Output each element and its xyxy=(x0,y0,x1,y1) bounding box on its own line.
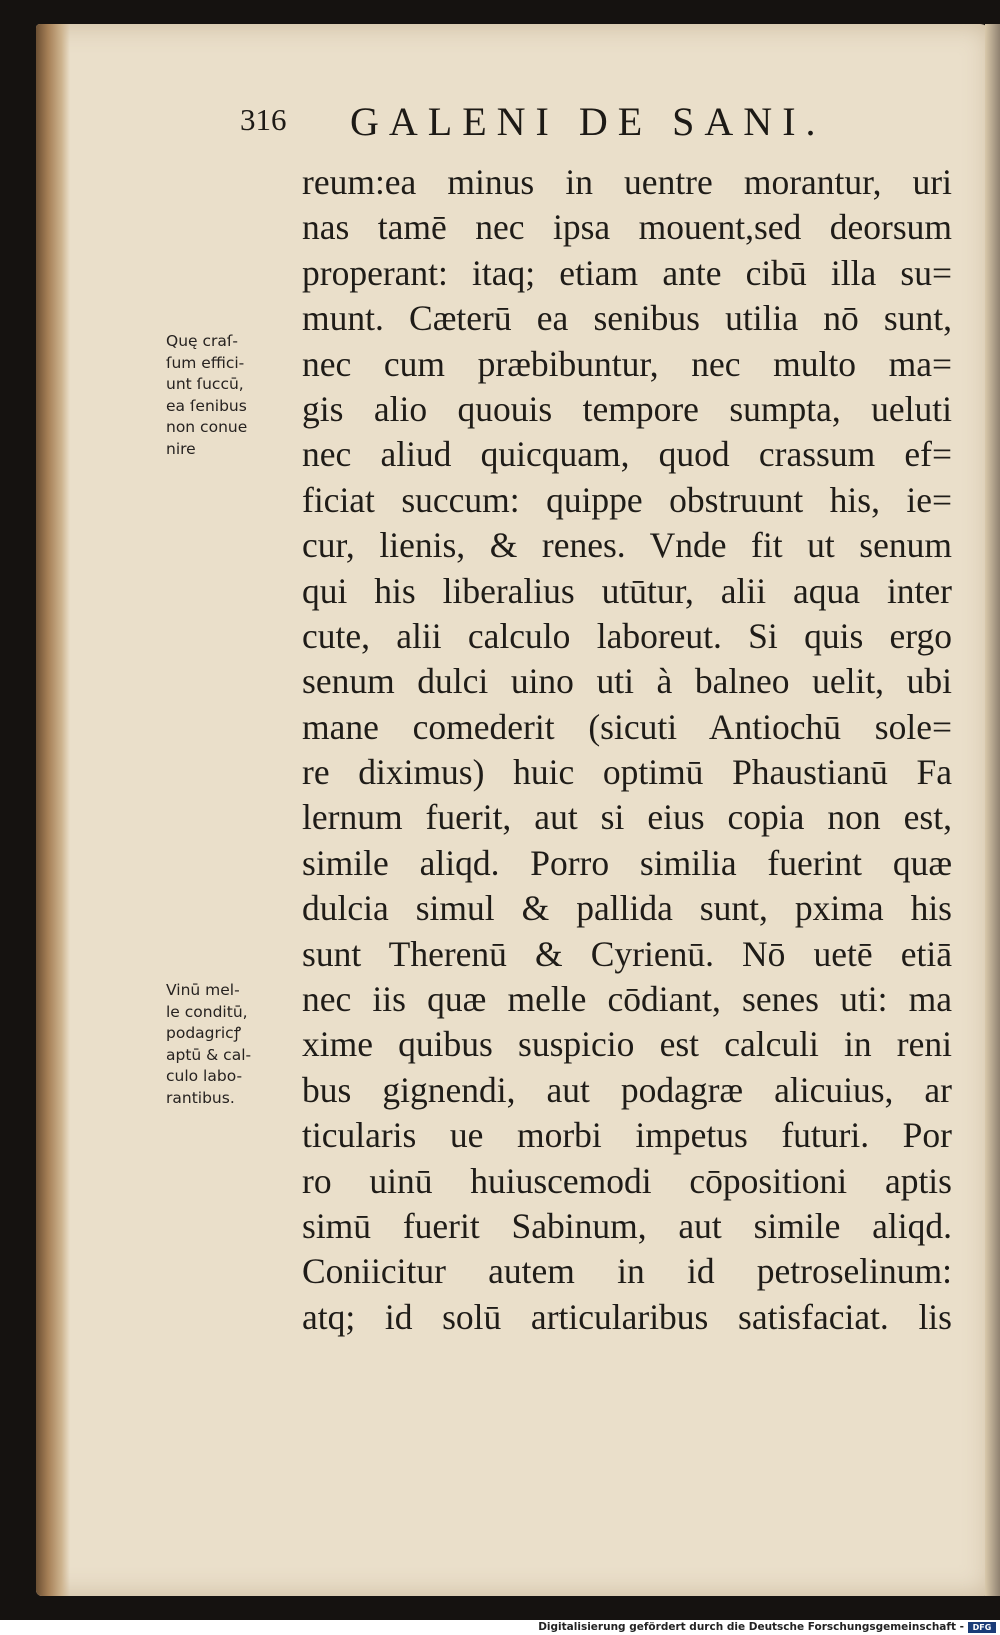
text-line: xime quibus suspicio est calculi in reni xyxy=(302,1024,952,1065)
footer-credit: Digitalisierung gefördert durch die Deutsche Forschungsgemeinschaft - xyxy=(538,1621,964,1633)
page-number: 316 xyxy=(240,102,287,137)
text-line: lernum fuerit, aut si eius copia non est, xyxy=(302,797,952,838)
text-line: cute, alii calculo laboreut. Si quis ergo xyxy=(302,615,952,656)
page-gutter xyxy=(36,24,70,1596)
digitization-footer xyxy=(0,1620,1000,1635)
body-text xyxy=(302,160,952,1340)
text-line: munt. Cæterū ea senibus utilia nō sunt, xyxy=(302,298,952,339)
margin-note-line: ea ſenibus xyxy=(166,396,247,415)
text-line: simū fuerit Sabinum, aut simile aliqd. xyxy=(302,1205,952,1246)
margin-note-line: Vinū mel- xyxy=(166,981,240,999)
page-edge xyxy=(985,24,1000,1596)
margin-note-line: podagricꝭ xyxy=(166,1024,242,1042)
text-line: sunt Therenū & Cyrienū. Nō uetē etiā xyxy=(302,933,952,974)
text-line: dulcia simul & pallida sunt, pxima his xyxy=(302,888,952,929)
text-line: gis alio quouis tempore sumpta, ueluti xyxy=(302,388,952,429)
text-line: reum:ea minus in uentre morantur, uri xyxy=(302,162,952,202)
text-line: mane comederit (sicuti Antiochū sole= xyxy=(302,706,952,747)
dfg-logo: DFG xyxy=(968,1622,996,1633)
margin-note-line: unt ſuccū, xyxy=(166,375,244,393)
text-line: bus gignendi, aut podagræ alicuius, ar xyxy=(302,1069,952,1110)
running-head: GALENI DE SANI. xyxy=(350,99,826,144)
text-line: qui his liberalius utūtur, alii aqua inter xyxy=(302,570,952,611)
margin-note-line: nire xyxy=(166,439,196,458)
margin-note-line: culo labo- xyxy=(166,1067,243,1085)
margin-note-line: ſum effici- xyxy=(166,353,245,372)
margin-note-line: Quę craſ- xyxy=(166,332,238,350)
text-line: cur, lienis, & renes. Vnde fit ut senum xyxy=(302,525,952,566)
text-line: ro uinū huiuscemodi cōpositioni aptis xyxy=(302,1160,952,1201)
margin-note-line: aptū & cal- xyxy=(166,1045,252,1064)
text-line: nas tamē nec ipsa mouent,sed deorsum xyxy=(302,207,952,248)
margin-note xyxy=(166,980,294,1109)
text-line: ficiat succum: quippe obstruunt his, ie= xyxy=(302,479,952,520)
text-line: ticularis ue morbi impetus futuri. Por xyxy=(302,1115,952,1156)
text-line: atq; id solū articularibus satisfaciat. lis xyxy=(302,1296,952,1337)
text-line: nec aliud quicquam, quod crassum ef= xyxy=(302,434,952,475)
margin-note xyxy=(166,331,294,460)
text-line: nec cum præbibuntur, nec multo ma= xyxy=(302,343,952,384)
text-line: nec iis quæ melle cōdiant, senes uti: ma xyxy=(302,979,952,1020)
text-line: properant: itaq; etiam ante cibū illa su= xyxy=(302,252,952,293)
page-header xyxy=(240,99,880,152)
margin-note-line: rantibus. xyxy=(166,1088,235,1107)
text-line: senum dulci uino uti à balneo uelit, ubi xyxy=(302,661,952,702)
text-line: simile aliqd. Porro similia fuerint quæ xyxy=(302,842,952,883)
margin-note-line: le conditū, xyxy=(166,1002,248,1021)
text-line: re diximus) huic optimū Phaustianū Fa xyxy=(302,752,952,793)
text-line: Coniicitur autem in id petroselinum: xyxy=(302,1251,952,1292)
margin-note-line: non conue xyxy=(166,418,248,436)
